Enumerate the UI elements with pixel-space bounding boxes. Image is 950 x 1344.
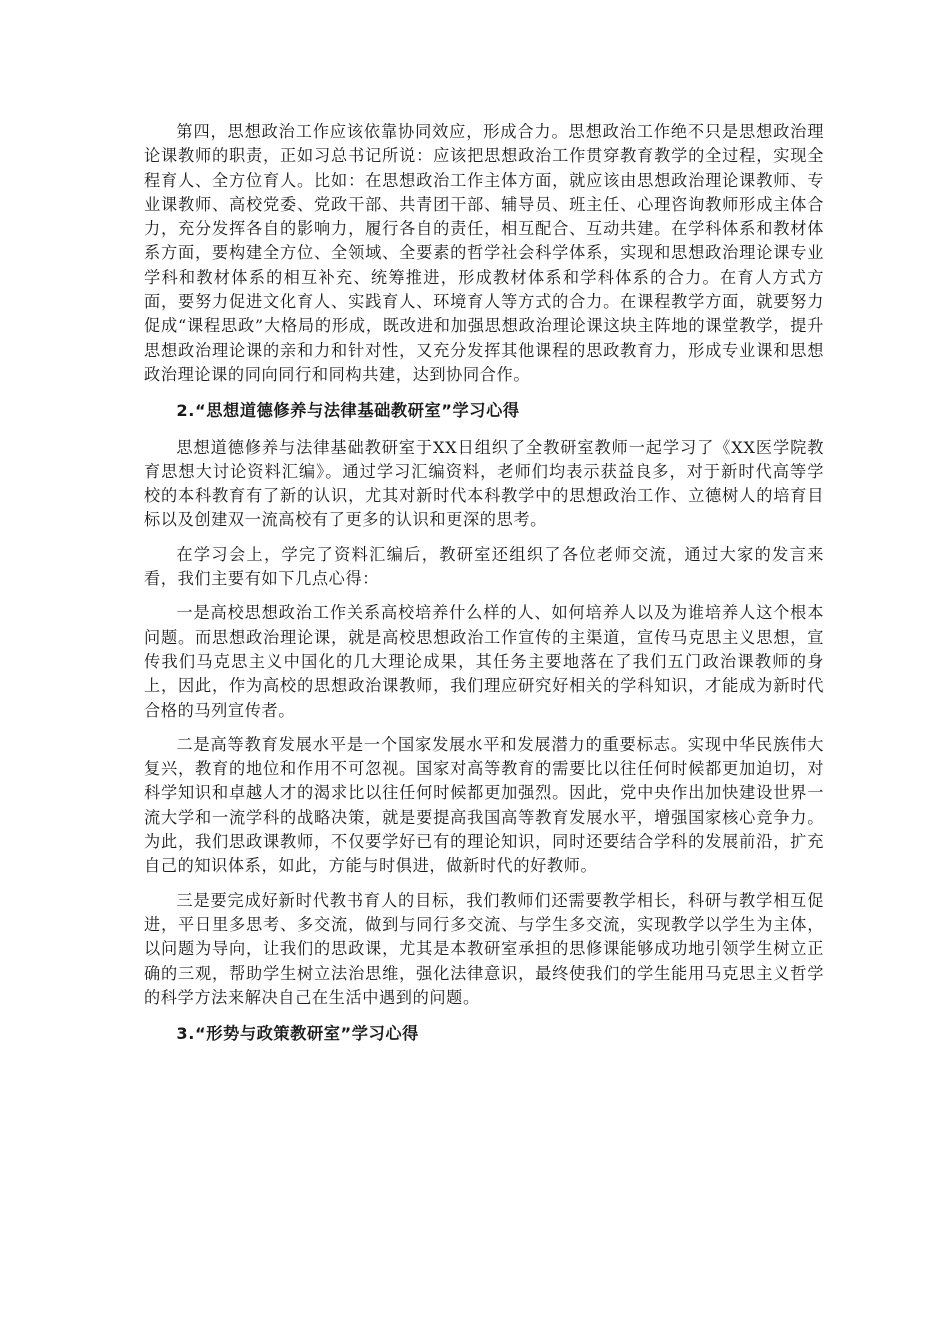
paragraph-fourth-point: 第四，思想政治工作应该依靠协同效应，形成合力。思想政治工作绝不只是思想政治理论课教师的职责，正如习总书记所说：应该把思想政治工作贯穿教育教学的全过程，实现全程育人、全方位育人。比如：在思想政治工作主体方面，就应该由思想政治理论课教师、专业课教师、高校党委、党政干部、共青团干部、辅导员、班主任、心理咨询教师形成主体合力，充分发挥各自的影响力，履行各自的责任，相互配合、互动共建。在学科体系和教材体系方面，要构建全方位、全领域、全要素的哲学社会科学体系，实现和思想政治理论课专业学科和教材体系的相互补充、统筹推进，形成教材体系和学科体系的合力。在育人方式方面，要努力促进文化育人、实践育人、环境育人等方式的合力。在课程教学方面，就要努力促成“课程思政”大格局的形成，既改进和加强思想政治理论课这块主阵地的课堂教学，提升思想政治理论课的亲和力和针对性，又充分发挥其他课程的思政教育力，形成专业课和思想政治理论课的同向同行和同构共建，达到协同合作。 [144, 122, 824, 384]
paragraph-point-three: 三是要完成好新时代教书育人的目标，我们教师们还需要教学相长，科研与教学相互促进，平日里多思考、多交流，做到与同行多交流、与学生多交流，实现教学以学生为主体，以问题为导向，让我们的思政课，尤其是本教研室承担的思修课能够成功地引领学生树立正确的三观，帮助学生树立法治思维，强化法律意识，最终使我们的学生能用马克思主义哲学的科学方法来解决自己在生活中遇到的问题。 [144, 890, 824, 1007]
section-heading-3: 3.“形势与政策教研室”学习心得 [176, 1024, 419, 1044]
paragraph-point-one: 一是高校思想政治工作关系高校培养什么样的人、如何培养人以及为谁培养人这个根本问题。而思想政治理论课，就是高校思想政治工作宣传的主渠道，宣传马克思主义思想，宣传我们马克思主义中国化的几大理论成果，其任务主要地落在了我们五门政治课教师的身上，因此，作为高校的思想政治课教师，我们理应研究好相关的学科知识，才能成为新时代合格的马列宣传者。 [144, 603, 824, 720]
document-page [144, 120, 824, 1058]
paragraph-point-two: 二是高等教育发展水平是一个国家发展水平和发展潜力的重要标志。实现中华民族伟大复兴，教育的地位和作用不可忽视。国家对高等教育的需要比以往任何时候都更加迫切，对科学知识和卓越人才的渴求比以往任何时候都更加强烈。因此，党中央作出加快建设世界一流大学和一流学科的战略决策，就是要提高我国高等教育发展水平，增强国家核心竞争力。为此，我们思政课教师，不仅要学好已有的理论知识，同时还要结合学科的发展前沿，扩充自己的知识体系，如此，方能与时俱进，做新时代的好教师。 [144, 734, 824, 876]
paragraph-study-intro: 思想道德修养与法律基础教研室于XX日组织了全教研室教师一起学习了《XX医学院教育思想大讨论资料汇编》。通过学习汇编资料，老师们均表示获益良多，对于新时代高等学校的本科教育有了新的认识，尤其对新时代本科教学中的思想政治工作、立德树人的培育目标以及创建双一流高校有了更多的认识和更深的思考。 [144, 437, 824, 530]
section-heading-2: 2.“思想道德修养与法律基础教研室”学习心得 [176, 401, 520, 421]
paragraph-meeting-summary: 在学习会上，学完了资料汇编后，教研室还组织了各位老师交流，通过大家的发言来看，我们主要有如下几点心得： [144, 544, 824, 589]
